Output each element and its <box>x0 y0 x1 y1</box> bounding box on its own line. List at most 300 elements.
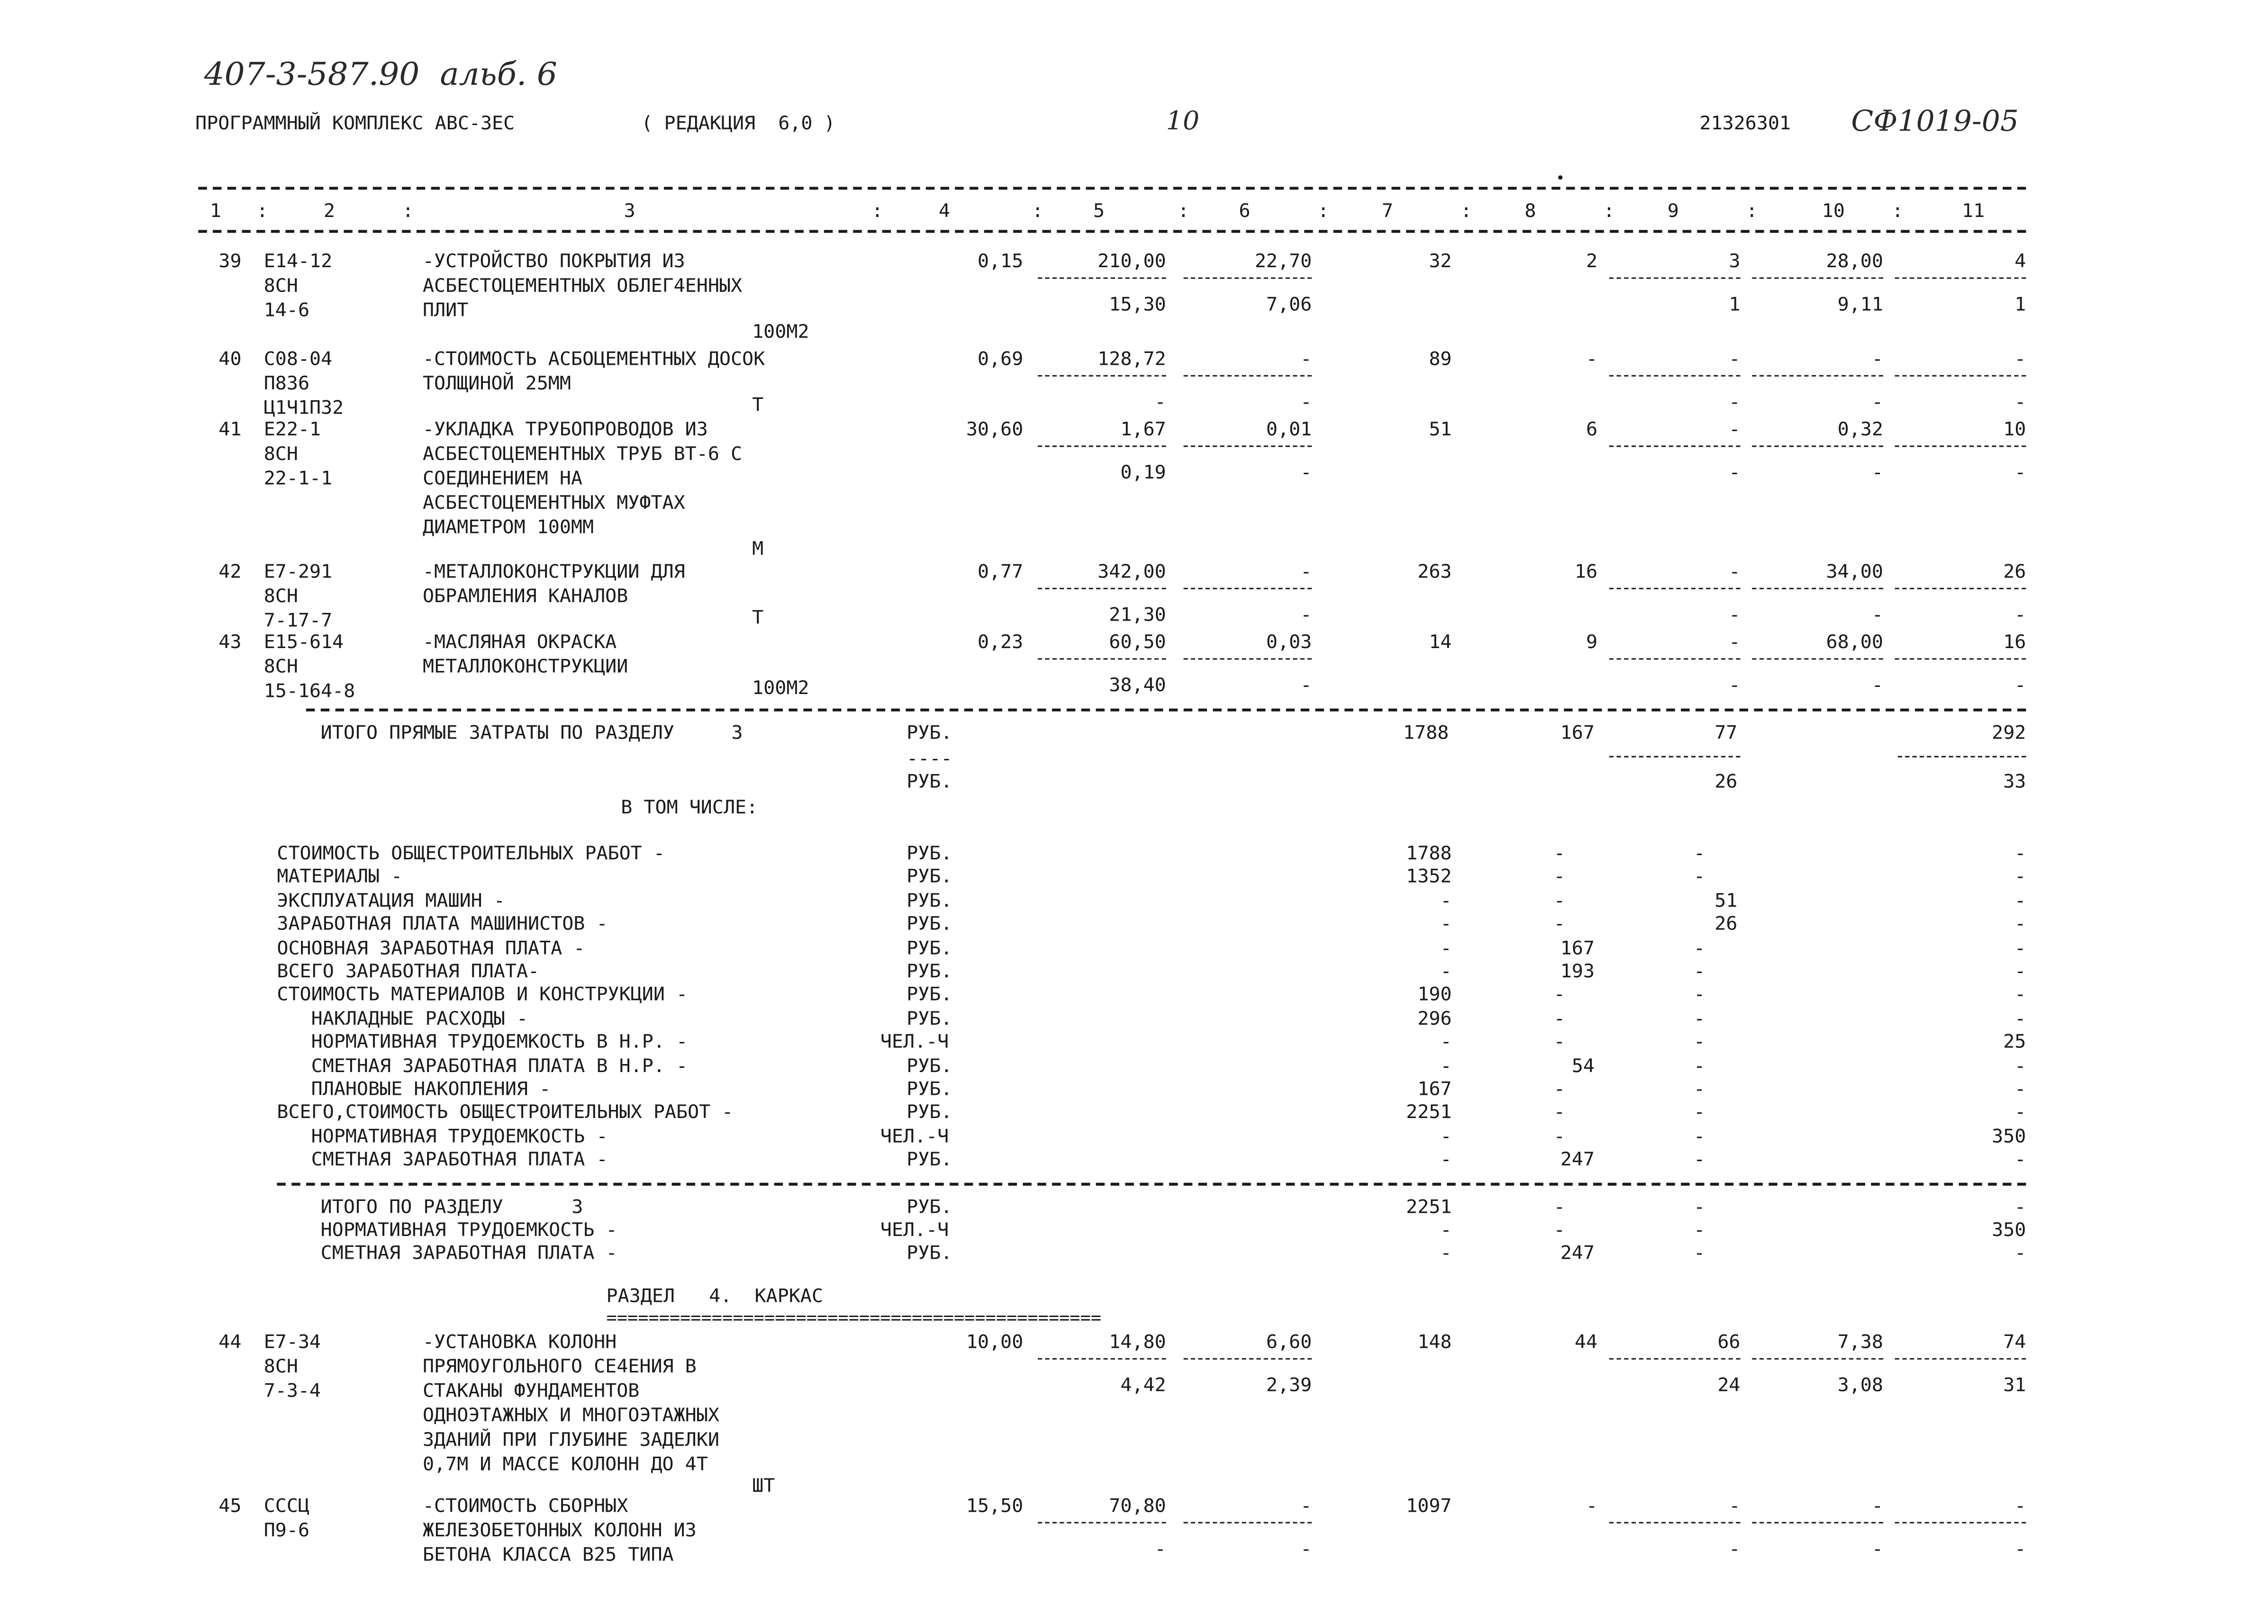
item-row-machine-wage: - <box>1300 392 1312 414</box>
item-row-labor-total-2: - <box>2014 675 2026 697</box>
item-row-number: 41 <box>218 419 242 442</box>
item-row-wage-total: 16 <box>1574 562 1598 584</box>
header-rule-top <box>198 187 2026 189</box>
section4-item-row-description: ЗДАНИЙ ПРИ ГЛУБИНЕ ЗАДЕЛКИ <box>422 1430 719 1452</box>
item-row-unit-wage: 21,30 <box>1109 605 1166 627</box>
item-row-description: СОЕДИНЕНИЕМ НА <box>422 468 583 490</box>
breakdown-c8: 167 <box>1560 938 1595 960</box>
item-row-total: 32 <box>1429 251 1452 273</box>
item-row-labor-unit: 68,00 <box>1826 632 1883 654</box>
item-row-machinist-wage: - <box>1729 392 1741 414</box>
breakdown-c9: - <box>1694 938 1706 960</box>
breakdown-label: НОРМАТИВНАЯ ТРУДОЕМКОСТЬ В Н.Р. - <box>277 1032 688 1054</box>
item-row-labor-unit: 28,00 <box>1826 251 1883 273</box>
section4-item-row-number: 45 <box>218 1496 242 1518</box>
item-row-wage-total: 6 <box>1586 419 1598 442</box>
item-row-unit-cost: 210,00 <box>1098 251 1166 273</box>
column-separator: : <box>1032 201 1043 223</box>
breakdown-c7: - <box>1440 961 1452 983</box>
item-row-labor-total-2: - <box>2014 462 2026 485</box>
column-header-10: 10 <box>1822 201 1845 223</box>
item-row-quantity: 0,69 <box>977 349 1024 371</box>
breakdown-c11: - <box>2014 914 2026 936</box>
item-row-unit-wage: 0,19 <box>1120 462 1166 485</box>
section-4-title: РАЗДЕЛ 4. КАРКАС <box>606 1286 823 1308</box>
breakdown-unit: ЧЕЛ.-Ч <box>880 1126 949 1148</box>
item-row-description: ДИАМЕТРОМ 100ММ <box>422 517 594 539</box>
item-row-wage-total: 9 <box>1586 632 1598 654</box>
item-row-description: АСБЕСТОЦЕМЕНТНЫХ ТРУБ ВТ-6 С <box>422 444 743 466</box>
section4-item-row-unit: ШТ <box>752 1476 775 1498</box>
item-row-quantity: 0,23 <box>977 632 1024 654</box>
item-row-rule <box>1895 658 2026 659</box>
breakdown-c9: - <box>1694 1126 1706 1148</box>
item-row-code: 8СН <box>263 276 298 298</box>
section-total-label: ИТОГО ПО РАЗДЕЛУ 3 <box>320 1197 583 1219</box>
item-row-machine-total: 3 <box>1729 251 1741 273</box>
section-total-unit: РУБ. <box>907 1197 953 1219</box>
column-separator: : <box>1178 201 1189 223</box>
column-header-5: 5 <box>1093 201 1105 223</box>
column-header-3: 3 <box>624 201 635 223</box>
section-total-c7: - <box>1440 1220 1452 1242</box>
handwritten-page-number: 10 <box>1166 106 1200 137</box>
c9-underline <box>1609 756 1741 758</box>
item-row-description: -СТОИМОСТЬ АСБОЦЕМЕНТНЫХ ДОСОК <box>422 349 765 371</box>
column-separator: : <box>871 201 883 223</box>
item-row-labor-unit-2: - <box>1871 605 1883 627</box>
section4-item-row-rule <box>1609 1358 1741 1360</box>
item-row-labor-total: 10 <box>2003 419 2026 442</box>
breakdown-c8: - <box>1553 1032 1565 1054</box>
item-row-machine-cost: 0,01 <box>1266 419 1312 442</box>
item-row-unit: Т <box>752 608 764 630</box>
item-row-machine-total: - <box>1729 349 1741 371</box>
breakdown-c8: 193 <box>1560 961 1595 983</box>
item-row-rule <box>1752 445 1883 447</box>
item-row-rule <box>1184 277 1312 279</box>
item-row-description: -УСТРОЙСТВО ПОКРЫТИЯ ИЗ <box>422 251 685 273</box>
item-row-description: ПЛИТ <box>422 300 469 322</box>
column-header-6: 6 <box>1239 201 1251 223</box>
breakdown-unit: РУБ. <box>907 914 953 936</box>
section4-item-row-rule <box>1184 1522 1312 1524</box>
breakdown-c11: - <box>2014 1102 2026 1125</box>
item-row-description: АСБЕСТОЦЕМЕНТНЫХ ОБЛЕГ4ЕННЫХ <box>422 276 743 298</box>
section4-item-row-machinist-wage: 24 <box>1717 1375 1741 1397</box>
item-row-description: АСБЕСТОЦЕМЕНТНЫХ МУФТАХ <box>422 493 685 515</box>
item-row-code: П836 <box>263 373 310 396</box>
column-header-11: 11 <box>1962 201 1985 223</box>
item-row-code: 8СН <box>263 586 298 608</box>
item-row-total: 14 <box>1429 632 1452 654</box>
item-row-description: -УКЛАДКА ТРУБОПРОВОДОВ ИЗ <box>422 419 708 442</box>
breakdown-c9: - <box>1694 961 1706 983</box>
breakdown-label: ЭКСПЛУАТАЦИЯ МАШИН - <box>277 891 505 912</box>
section4-item-row-machine-wage: - <box>1300 1539 1312 1561</box>
item-row-code: Ц1Ч1П32 <box>263 398 344 420</box>
section4-item-row-machine-cost: - <box>1300 1496 1312 1518</box>
breakdown-c11: - <box>2014 961 2026 983</box>
section4-item-row-number: 44 <box>218 1332 242 1354</box>
item-row-unit-cost: 342,00 <box>1098 562 1166 584</box>
section4-item-row-wage-total: 44 <box>1574 1332 1598 1354</box>
breakdown-c11: - <box>2014 891 2026 912</box>
breakdown-c7: 296 <box>1417 1008 1452 1030</box>
section4-item-row-machine-total: - <box>1729 1496 1741 1518</box>
item-row-code: Е15-614 <box>263 632 344 654</box>
section-total-unit: РУБ. <box>907 1243 953 1265</box>
section4-item-row-rule <box>1752 1522 1883 1524</box>
item-row-rule <box>1184 658 1312 659</box>
item-row-machine-cost: - <box>1300 349 1312 371</box>
breakdown-c11: - <box>2014 1008 2026 1030</box>
section4-item-row-description: -СТОИМОСТЬ СБОРНЫХ <box>422 1496 628 1518</box>
breakdown-unit: РУБ. <box>907 1008 953 1030</box>
item-row-machine-cost: 22,70 <box>1254 251 1312 273</box>
item-row-labor-total-2: - <box>2014 605 2026 627</box>
item-row-labor-total-2: 1 <box>2014 294 2026 316</box>
breakdown-unit: РУБ. <box>907 985 953 1007</box>
breakdown-c8: - <box>1553 1079 1565 1101</box>
item-row-machine-total: - <box>1729 419 1741 442</box>
item-row-number: 42 <box>218 562 242 584</box>
item-row-unit-wage: 38,40 <box>1109 675 1166 697</box>
item-row-unit: Т <box>752 395 764 417</box>
section4-item-row-total: 148 <box>1417 1332 1452 1354</box>
item-row-rule <box>1752 277 1883 279</box>
breakdown-c9: - <box>1694 1032 1706 1054</box>
breakdown-c7: - <box>1440 1126 1452 1148</box>
breakdown-c11: - <box>2014 985 2026 1007</box>
item-row-quantity: 0,77 <box>977 562 1024 584</box>
breakdown-label: МАТЕРИАЛЫ - <box>277 867 403 889</box>
breakdown-c9: - <box>1694 985 1706 1007</box>
section4-item-row-labor-unit: - <box>1871 1496 1883 1518</box>
column-separator: : <box>1317 201 1329 223</box>
item-row-quantity: 30,60 <box>966 419 1024 442</box>
breakdown-c9: - <box>1694 867 1706 889</box>
section-total-c11: - <box>2014 1197 2026 1219</box>
section4-item-row-code: Е7-34 <box>263 1332 321 1354</box>
breakdown-c7: - <box>1440 914 1452 936</box>
section4-item-row-labor-total-2: 31 <box>2003 1375 2026 1397</box>
item-row-machinist-wage: - <box>1729 605 1741 627</box>
section4-item-row-rule <box>1038 1522 1166 1524</box>
section-total-c8: - <box>1553 1220 1565 1242</box>
column-separator: : <box>1746 201 1758 223</box>
section4-item-row-machinist-wage: - <box>1729 1539 1741 1561</box>
item-row-code: 8СН <box>263 444 298 466</box>
breakdown-label: ЗАРАБОТНАЯ ПЛАТА МАШИНИСТОВ - <box>277 914 608 936</box>
breakdown-c7: 190 <box>1417 985 1452 1007</box>
item-row-number: 40 <box>218 349 242 371</box>
breakdown-c8: 54 <box>1571 1056 1595 1077</box>
breakdown-c11: 350 <box>1992 1126 2026 1148</box>
item-row-unit-cost: 60,50 <box>1109 632 1166 654</box>
direct-costs-label: ИТОГО ПРЯМЫЕ ЗАТРАТЫ ПО РАЗДЕЛУ 3 <box>320 722 743 745</box>
item-row-unit: М <box>752 539 764 561</box>
item-row-rule <box>1038 375 1166 377</box>
item-row-code: Е14-12 <box>263 251 333 273</box>
column-header-2: 2 <box>323 201 335 223</box>
breakdown-unit: РУБ. <box>907 938 953 960</box>
item-row-machine-wage: 7,06 <box>1266 294 1312 316</box>
breakdown-c8: - <box>1553 1008 1565 1030</box>
direct-costs-c9b: 26 <box>1715 772 1738 794</box>
section-total-c8: - <box>1553 1197 1565 1219</box>
section4-item-row-labor-unit-2: 3,08 <box>1837 1375 1883 1397</box>
breakdown-c9: - <box>1694 1150 1706 1172</box>
item-row-unit: 100М2 <box>752 678 809 700</box>
document-code: 21326301 <box>1699 113 1791 135</box>
breakdown-unit: РУБ. <box>907 1056 953 1077</box>
breakdown-unit: РУБ. <box>907 867 953 889</box>
section4-item-row-rule <box>1038 1358 1166 1360</box>
section4-item-row-machine-wage: 2,39 <box>1266 1375 1312 1397</box>
item-row-rule <box>1895 375 2026 377</box>
item-row-rule <box>1895 277 2026 279</box>
breakdown-c8: - <box>1553 891 1565 912</box>
in-total-heading: В ТОМ ЧИСЛЕ: <box>621 797 758 820</box>
breakdown-c8: 247 <box>1560 1150 1595 1172</box>
item-row-machinist-wage: - <box>1729 462 1741 485</box>
breakdown-c8: - <box>1553 867 1565 889</box>
item-row-machine-total: - <box>1729 562 1741 584</box>
item-row-rule <box>1895 445 2026 447</box>
item-row-code: 7-17-7 <box>263 611 333 632</box>
handwritten-doc-ref: 407-3-587.90 альб. 6 <box>204 57 558 94</box>
item-row-rule <box>1609 375 1741 377</box>
item-row-machine-wage: - <box>1300 462 1312 485</box>
breakdown-c8: - <box>1553 914 1565 936</box>
item-row-rule <box>1038 445 1166 447</box>
section4-item-row-labor-total: 74 <box>2003 1332 2026 1354</box>
section4-item-row-unit-cost: 70,80 <box>1109 1496 1166 1518</box>
breakdown-c7: - <box>1440 1056 1452 1077</box>
section-total-c7: 2251 <box>1406 1197 1452 1219</box>
item-row-unit-wage: 15,30 <box>1109 294 1166 316</box>
section-totals-rule <box>277 1183 2026 1186</box>
item-row-rule <box>1609 277 1741 279</box>
program-title: ПРОГРАММНЫЙ КОМПЛЕКС АВС-3ЕС <box>195 113 515 135</box>
section-4-underline: =============================================== <box>606 1308 1101 1328</box>
breakdown-c7: - <box>1440 1032 1452 1054</box>
item-row-labor-total: 4 <box>2014 251 2026 273</box>
column-separator: : <box>1892 201 1904 223</box>
breakdown-label: НОРМАТИВНАЯ ТРУДОЕМКОСТЬ - <box>277 1126 608 1148</box>
breakdown-unit: РУБ. <box>907 1102 953 1125</box>
item-row-labor-unit-2: - <box>1871 462 1883 485</box>
item-row-total: 263 <box>1417 562 1452 584</box>
column-header-9: 9 <box>1667 201 1679 223</box>
section4-item-row-rule <box>1752 1358 1883 1360</box>
item-row-rule <box>1184 375 1312 377</box>
column-header-4: 4 <box>938 201 950 223</box>
section4-item-row-description: ПРЯМОУГОЛЬНОГО СЕ4ЕНИЯ В <box>422 1356 697 1379</box>
breakdown-c11: - <box>2014 867 2026 889</box>
item-row-quantity: 0,15 <box>977 251 1024 273</box>
breakdown-c7: - <box>1440 1150 1452 1172</box>
item-row-code: Е7-291 <box>263 562 333 584</box>
item-row-unit-wage: - <box>1154 392 1166 414</box>
breakdown-unit: РУБ. <box>907 891 953 912</box>
item-row-code: 8СН <box>263 657 298 678</box>
item-row-machine-total: - <box>1729 632 1741 654</box>
column-separator: : <box>402 201 414 223</box>
section4-item-row-description: БЕТОНА КЛАССА В25 ТИПА <box>422 1545 674 1567</box>
column-header-8: 8 <box>1524 201 1536 223</box>
breakdown-label: ВСЕГО ЗАРАБОТНАЯ ПЛАТА- <box>277 961 540 983</box>
section4-item-row-rule <box>1895 1522 2026 1524</box>
breakdown-c7: 2251 <box>1406 1102 1452 1125</box>
item-row-machinist-wage: 1 <box>1729 294 1741 316</box>
item-row-unit-cost: 1,67 <box>1120 419 1166 442</box>
section4-item-row-description: ОДНОЭТАЖНЫХ И МНОГОЭТАЖНЫХ <box>422 1405 719 1427</box>
direct-costs-unit: РУБ. <box>907 722 953 745</box>
section4-item-row-rule <box>1609 1522 1741 1524</box>
breakdown-c11: - <box>2014 1150 2026 1172</box>
breakdown-c11: - <box>2014 938 2026 960</box>
breakdown-label: ПЛАНОВЫЕ НАКОПЛЕНИЯ - <box>277 1079 551 1101</box>
item-row-rule <box>1609 658 1741 659</box>
item-row-description: ОБРАМЛЕНИЯ КАНАЛОВ <box>422 586 628 608</box>
column-separator: : <box>1460 201 1472 223</box>
item-row-description: -МЕТАЛЛОКОНСТРУКЦИИ ДЛЯ <box>422 562 685 584</box>
section4-item-row-code: 8СН <box>263 1356 298 1379</box>
item-row-description: ТОЛЩИНОЙ 25ММ <box>422 373 571 396</box>
item-row-labor-unit: 0,32 <box>1837 419 1883 442</box>
breakdown-unit: РУБ. <box>907 1079 953 1101</box>
direct-costs-c11: 292 <box>1992 722 2026 745</box>
section4-item-row-description: ЖЕЛЕЗОБЕТОННЫХ КОЛОНН ИЗ <box>422 1520 697 1543</box>
item-row-rule <box>1184 445 1312 447</box>
item-row-labor-unit-2: - <box>1871 392 1883 414</box>
item-row-labor-unit: - <box>1871 349 1883 371</box>
direct-costs-c8: 167 <box>1560 722 1595 745</box>
section4-item-row-quantity: 10,00 <box>966 1332 1024 1354</box>
item-row-rule <box>1609 588 1741 589</box>
breakdown-unit: ЧЕЛ.-Ч <box>880 1032 949 1054</box>
item-row-rule <box>1184 588 1312 589</box>
section-total-c9: - <box>1694 1243 1706 1265</box>
section4-item-row-machine-cost: 6,60 <box>1266 1332 1312 1354</box>
breakdown-c9: - <box>1694 1102 1706 1125</box>
item-row-rule <box>1752 658 1883 659</box>
item-row-code: 22-1-1 <box>263 468 333 490</box>
item-row-description: МЕТАЛЛОКОНСТРУКЦИИ <box>422 657 628 678</box>
breakdown-c8: - <box>1553 843 1565 866</box>
section4-item-row-description: СТАКАНЫ ФУНДАМЕНТОВ <box>422 1381 640 1403</box>
item-row-total: 51 <box>1429 419 1452 442</box>
item-row-machine-wage: - <box>1300 605 1312 627</box>
section4-item-row-unit-cost: 14,80 <box>1109 1332 1166 1354</box>
item-row-rule <box>1038 658 1166 659</box>
breakdown-c9: 26 <box>1715 914 1738 936</box>
breakdown-label: ВСЕГО,СТОИМОСТЬ ОБЩЕСТРОИТЕЛЬНЫХ РАБОТ - <box>277 1102 734 1125</box>
breakdown-c9: - <box>1694 1056 1706 1077</box>
breakdown-c11: - <box>2014 1079 2026 1101</box>
unit-underline: ---- <box>907 749 953 771</box>
item-row-unit: 100М2 <box>752 322 809 344</box>
item-row-number: 39 <box>218 251 242 273</box>
section-total-c9: - <box>1694 1220 1706 1242</box>
section4-item-row-code: 7-3-4 <box>263 1381 321 1403</box>
section-total-c8: 247 <box>1560 1243 1595 1265</box>
breakdown-label: НАКЛАДНЫЕ РАСХОДЫ - <box>277 1008 528 1030</box>
item-row-machine-cost: 0,03 <box>1266 632 1312 654</box>
section4-item-row-labor-unit-2: - <box>1871 1539 1883 1561</box>
item-row-rule <box>1609 445 1741 447</box>
section4-item-row-code: СССЦ <box>263 1496 310 1518</box>
section4-item-row-machine-total: 66 <box>1717 1332 1741 1354</box>
direct-costs-c7: 1788 <box>1403 722 1449 745</box>
column-separator: : <box>256 201 268 223</box>
item-row-labor-total: 26 <box>2003 562 2026 584</box>
breakdown-unit: РУБ. <box>907 961 953 983</box>
item-row-machinist-wage: - <box>1729 675 1741 697</box>
section4-item-row-total: 1097 <box>1406 1496 1452 1518</box>
section4-item-row-labor-unit: 7,38 <box>1837 1332 1883 1354</box>
item-row-labor-total-2: - <box>2014 392 2026 414</box>
breakdown-unit: РУБ. <box>907 1150 953 1172</box>
section-total-c9: - <box>1694 1197 1706 1219</box>
breakdown-c11: - <box>2014 843 2026 866</box>
breakdown-label: СТОИМОСТЬ МАТЕРИАЛОВ И КОНСТРУКЦИИ - <box>277 985 688 1007</box>
item-row-description: -МАСЛЯНАЯ ОКРАСКА <box>422 632 617 654</box>
c11-underline <box>1898 756 2026 758</box>
breakdown-c7: 1352 <box>1406 867 1452 889</box>
section-total-c11: 350 <box>1992 1220 2026 1242</box>
item-row-labor-total: 16 <box>2003 632 2026 654</box>
direct-costs-c9: 77 <box>1715 722 1738 745</box>
section4-item-row-labor-total: - <box>2014 1496 2026 1518</box>
item-row-labor-total: - <box>2014 349 2026 371</box>
direct-costs-unit-2: РУБ. <box>907 772 953 794</box>
item-row-code: Е22-1 <box>263 419 321 442</box>
scan-speck <box>1558 175 1562 180</box>
breakdown-c9: 51 <box>1715 891 1738 912</box>
breakdown-c7: 1788 <box>1406 843 1452 866</box>
item-row-labor-unit: 34,00 <box>1826 562 1883 584</box>
item-row-total: 89 <box>1429 349 1452 371</box>
program-edition: ( РЕДАКЦИЯ 6,0 ) <box>641 113 835 135</box>
item-row-rule <box>1038 277 1166 279</box>
section-total-label: НОРМАТИВНАЯ ТРУДОЕМКОСТЬ - <box>320 1220 617 1242</box>
breakdown-c8: - <box>1553 1102 1565 1125</box>
item-row-code: С08-04 <box>263 349 333 371</box>
breakdown-c9: - <box>1694 843 1706 866</box>
section4-item-row-labor-total-2: - <box>2014 1539 2026 1561</box>
section-total-unit: ЧЕЛ.-Ч <box>880 1220 949 1242</box>
item-row-machine-wage: - <box>1300 675 1312 697</box>
handwritten-sheet-code: СФ1019-05 <box>1851 103 2019 138</box>
breakdown-unit: РУБ. <box>907 843 953 866</box>
section4-item-row-code: П9-6 <box>263 1520 310 1543</box>
item-row-labor-unit-2: 9,11 <box>1837 294 1883 316</box>
section4-item-row-unit-wage: - <box>1154 1539 1166 1561</box>
breakdown-c9: - <box>1694 1008 1706 1030</box>
item-row-code: 15-164-8 <box>263 681 355 703</box>
breakdown-label: СМЕТНАЯ ЗАРАБОТНАЯ ПЛАТА В Н.Р. - <box>277 1056 688 1077</box>
direct-costs-c11b: 33 <box>2003 772 2026 794</box>
breakdown-c8: - <box>1553 1126 1565 1148</box>
breakdown-c7: - <box>1440 891 1452 912</box>
section4-item-row-rule <box>1184 1358 1312 1360</box>
section4-item-row-rule <box>1895 1358 2026 1360</box>
section4-item-row-wage-total: - <box>1586 1496 1598 1518</box>
column-header-7: 7 <box>1381 201 1393 223</box>
